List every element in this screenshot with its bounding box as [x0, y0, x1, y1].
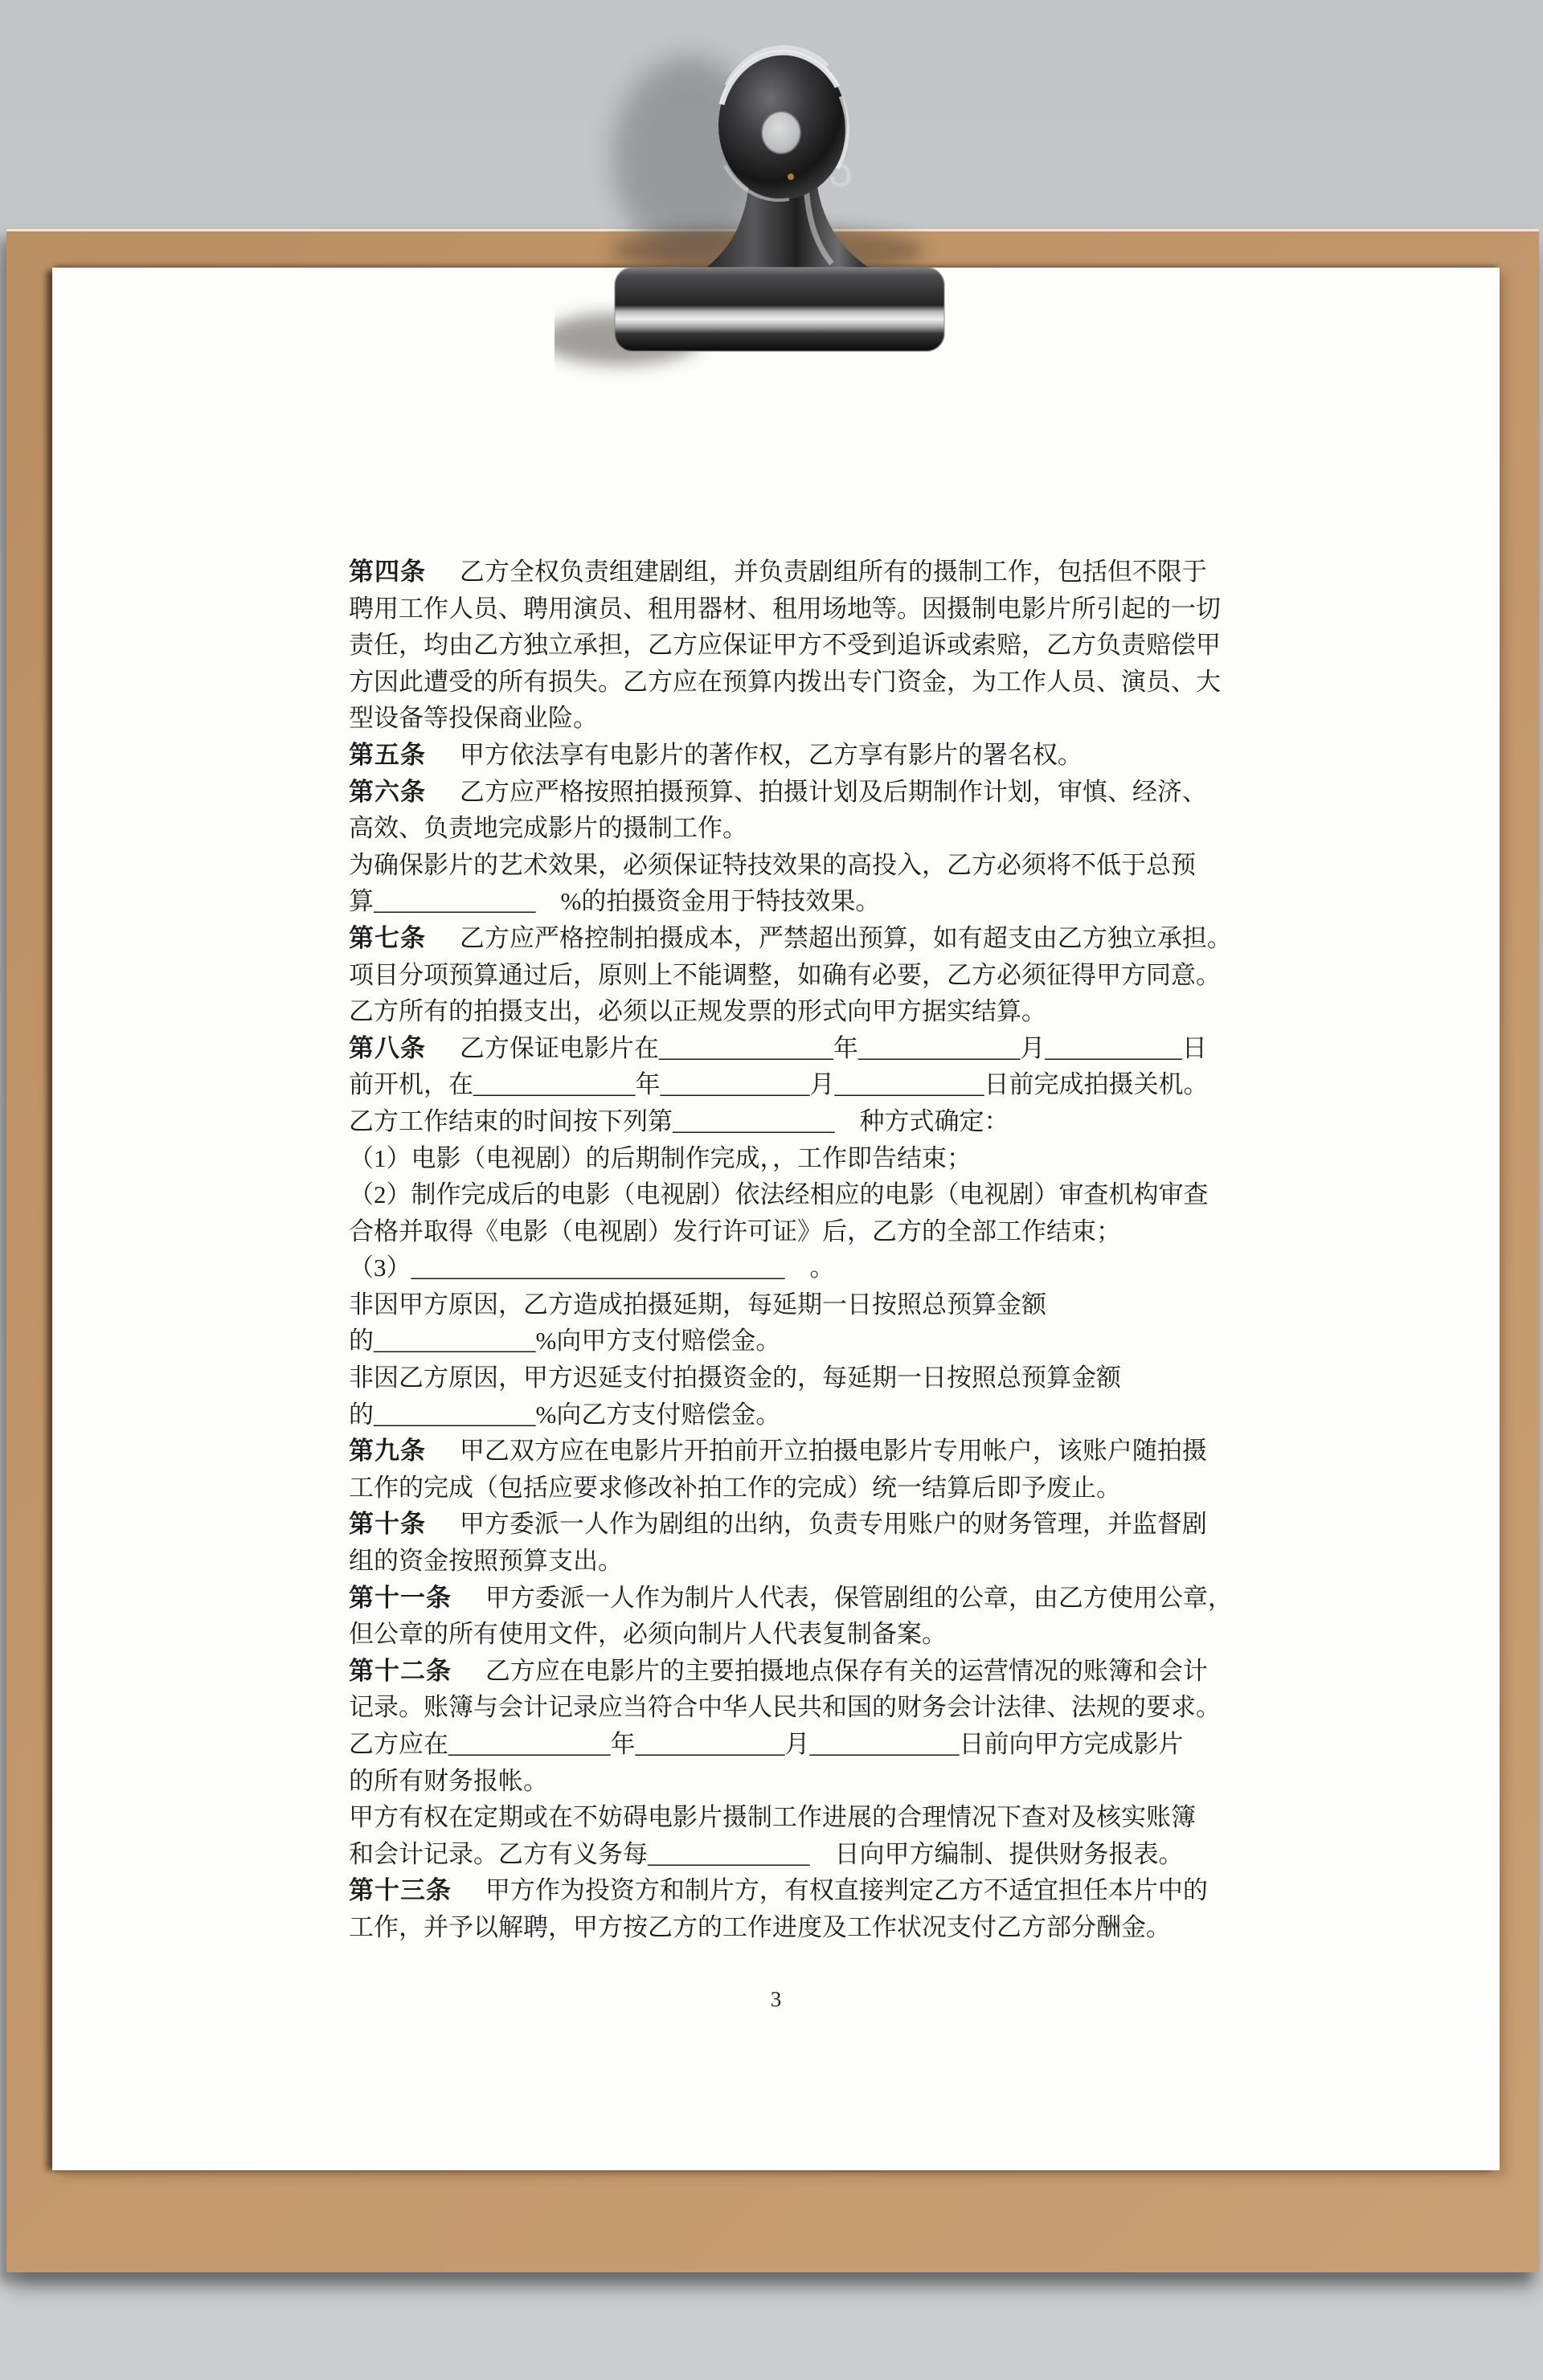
line-text: 甲方依法享有电影片的著作权，乙方享有影片的署名权。 [459, 740, 1083, 769]
line-text: 乙方全权负责组建剧组，并负责剧组所有的摄制工作，包括但不限于 [459, 558, 1207, 586]
line-text: 乙方工作结束的时间按下列第_____________ 种方式确定： [349, 1106, 1009, 1135]
line-text: 乙方应在_____________年____________月____________日前向甲方完成影片 [349, 1730, 1184, 1758]
line-text: 但公章的所有使用文件，必须向制片人代表复制备案。 [349, 1620, 947, 1649]
contract-line [349, 1543, 1218, 1580]
line-text: 记录。账簿与会计记录应当符合中华人民共和国的财务会计法律、法规的要求。 [349, 1693, 1221, 1722]
article-number: 第十一条 [349, 1583, 452, 1612]
line-text: 型设备等投保商业险。 [349, 704, 598, 733]
article-number: 第十三条 [349, 1876, 452, 1905]
line-text: 聘用工作人员、聘用演员、租用器材、租用场地等。因摄制电影片所引起的一切 [349, 594, 1221, 623]
line-text: （3）______________________________ 。 [349, 1253, 835, 1282]
contract-line [349, 1506, 1218, 1543]
contract-line [349, 1653, 1218, 1690]
line-text: 甲方作为投资方和制片方，有权直接判定乙方不适宜担任本片中的 [485, 1876, 1208, 1905]
contract-line [349, 1872, 1218, 1909]
contract-page [52, 268, 1500, 2170]
line-text: 乙方所有的拍摄支出，必须以正规发票的形式向甲方据实结算。 [349, 997, 1046, 1026]
contract-line [349, 1726, 1218, 1763]
contract-line [349, 1909, 1218, 1946]
contract-line [349, 1249, 1218, 1286]
article-number: 第八条 [349, 1033, 426, 1062]
line-text: 的_____________%向乙方支付赔偿金。 [349, 1400, 781, 1429]
line-text: 工作，并予以解聘，甲方按乙方的工作进度及工作状况支付乙方部分酬金。 [349, 1912, 1171, 1941]
line-text: 乙方保证电影片在______________年_____________月___________日 [459, 1033, 1207, 1062]
contract-line [349, 1066, 1218, 1103]
line-text: 前开机，在_____________年____________月____________日前完成拍摄关机。 [349, 1070, 1209, 1099]
contract-line [349, 591, 1221, 628]
line-text: （2）制作完成后的电影（电视剧）依法经相应的电影（电视剧）审查机构审查 [349, 1180, 1209, 1209]
contract-line [349, 627, 1221, 664]
line-text: 甲方有权在定期或在不妨碍电影片摄制工作进展的合理情况下查对及核实账簿 [349, 1803, 1196, 1832]
article-number: 第九条 [349, 1437, 426, 1466]
contract-line [349, 957, 1221, 994]
line-text: 和会计记录。乙方有义务每_____________ 日向甲方编制、提供财务报表。 [349, 1839, 1184, 1868]
contract-line [349, 920, 1232, 957]
article-number: 第十条 [349, 1510, 426, 1539]
line-text: 的所有财务报帐。 [349, 1766, 548, 1795]
page-number: 3 [770, 1987, 782, 2011]
contract-line [349, 1616, 1218, 1653]
line-text: （1）电影（电视剧）的后期制作完成，，工作即告结束； [349, 1143, 972, 1172]
contract-line [349, 1836, 1218, 1873]
contract-line [349, 1176, 1218, 1213]
line-text: 乙方应在电影片的主要拍摄地点保存有关的运营情况的账簿和会计 [485, 1656, 1208, 1685]
contract-line [349, 1580, 1233, 1617]
contract-line [349, 1689, 1221, 1726]
line-text: 乙方应严格按照拍摄预算、拍摄计划及后期制作计划，审慎、经济、 [459, 777, 1207, 806]
line-text: 高效、负责地完成影片的摄制工作。 [349, 814, 747, 843]
line-text: 组的资金按照预算支出。 [349, 1547, 623, 1576]
article-number: 第五条 [349, 740, 426, 769]
line-text: 的_____________%向甲方支付赔偿金。 [349, 1327, 781, 1356]
article-number: 第六条 [349, 777, 426, 806]
clipboard-board [6, 229, 1539, 2272]
contract-line [349, 1799, 1218, 1836]
contract-line [349, 847, 1218, 884]
line-text: 甲乙双方应在电影片开拍前开立拍摄电影片专用帐户，该账户随拍摄 [459, 1437, 1207, 1466]
contract-line [349, 1470, 1218, 1507]
line-text: 项目分项预算通过后，原则上不能调整，如确有必要，乙方必须征得甲方同意。 [349, 960, 1221, 989]
binder-clip [555, 8, 988, 386]
contract-line [349, 1140, 1218, 1177]
line-text: 乙方应严格控制拍摄成本，严禁超出预算，如有超支由乙方独立承担。 [459, 923, 1232, 952]
contract-line [349, 1030, 1218, 1067]
contract-line [349, 1763, 1218, 1800]
contract-line [349, 993, 1218, 1030]
contract-line [349, 664, 1221, 701]
contract-line [349, 554, 1218, 591]
line-text: 非因甲方原因，乙方造成拍摄延期，每延期一日按照总预算金额 [349, 1290, 1046, 1319]
contract-line [349, 1323, 1218, 1360]
contract-line [349, 1433, 1218, 1470]
line-text: 甲方委派一人作为剧组的出纳，负责专用账户的财务管理，并监督剧 [459, 1510, 1207, 1539]
contract-line [349, 810, 1218, 847]
line-text: 为确保影片的艺术效果，必须保证特技效果的高投入，乙方必须将不低于总预 [349, 850, 1196, 879]
contract-line [349, 1286, 1218, 1323]
contract-line [349, 1213, 1218, 1250]
contract-line [349, 1397, 1218, 1433]
line-text: 工作的完成（包括应要求修改补拍工作的完成）统一结算后即予废止。 [349, 1473, 1121, 1502]
line-text: 甲方委派一人作为制片人代表，保管剧组的公章，由乙方使用公章， [485, 1583, 1233, 1612]
article-number: 第四条 [349, 558, 426, 586]
line-text: 非因乙方原因，甲方迟延支付拍摄资金的，每延期一日按照总预算金额 [349, 1364, 1121, 1392]
article-number: 第十二条 [349, 1656, 452, 1685]
contract-text [349, 554, 1233, 1946]
article-number: 第七条 [349, 923, 426, 952]
contract-line [349, 737, 1218, 774]
contract-line [349, 883, 1218, 920]
contract-line [349, 774, 1218, 811]
line-text: 算_____________ %的拍摄资金用于特技效果。 [349, 887, 881, 916]
line-text: 责任，均由乙方独立承担，乙方应保证甲方不受到追诉或索赔，乙方负责赔偿甲 [349, 631, 1221, 660]
contract-line [349, 1103, 1218, 1140]
contract-line [349, 700, 1218, 737]
line-text: 方因此遭受的所有损失。乙方应在预算内拨出专门资金，为工作人员、演员、大 [349, 667, 1221, 696]
contract-line [349, 1360, 1218, 1397]
line-text: 合格并取得《电影（电视剧）发行许可证》后，乙方的全部工作结束； [349, 1217, 1121, 1245]
